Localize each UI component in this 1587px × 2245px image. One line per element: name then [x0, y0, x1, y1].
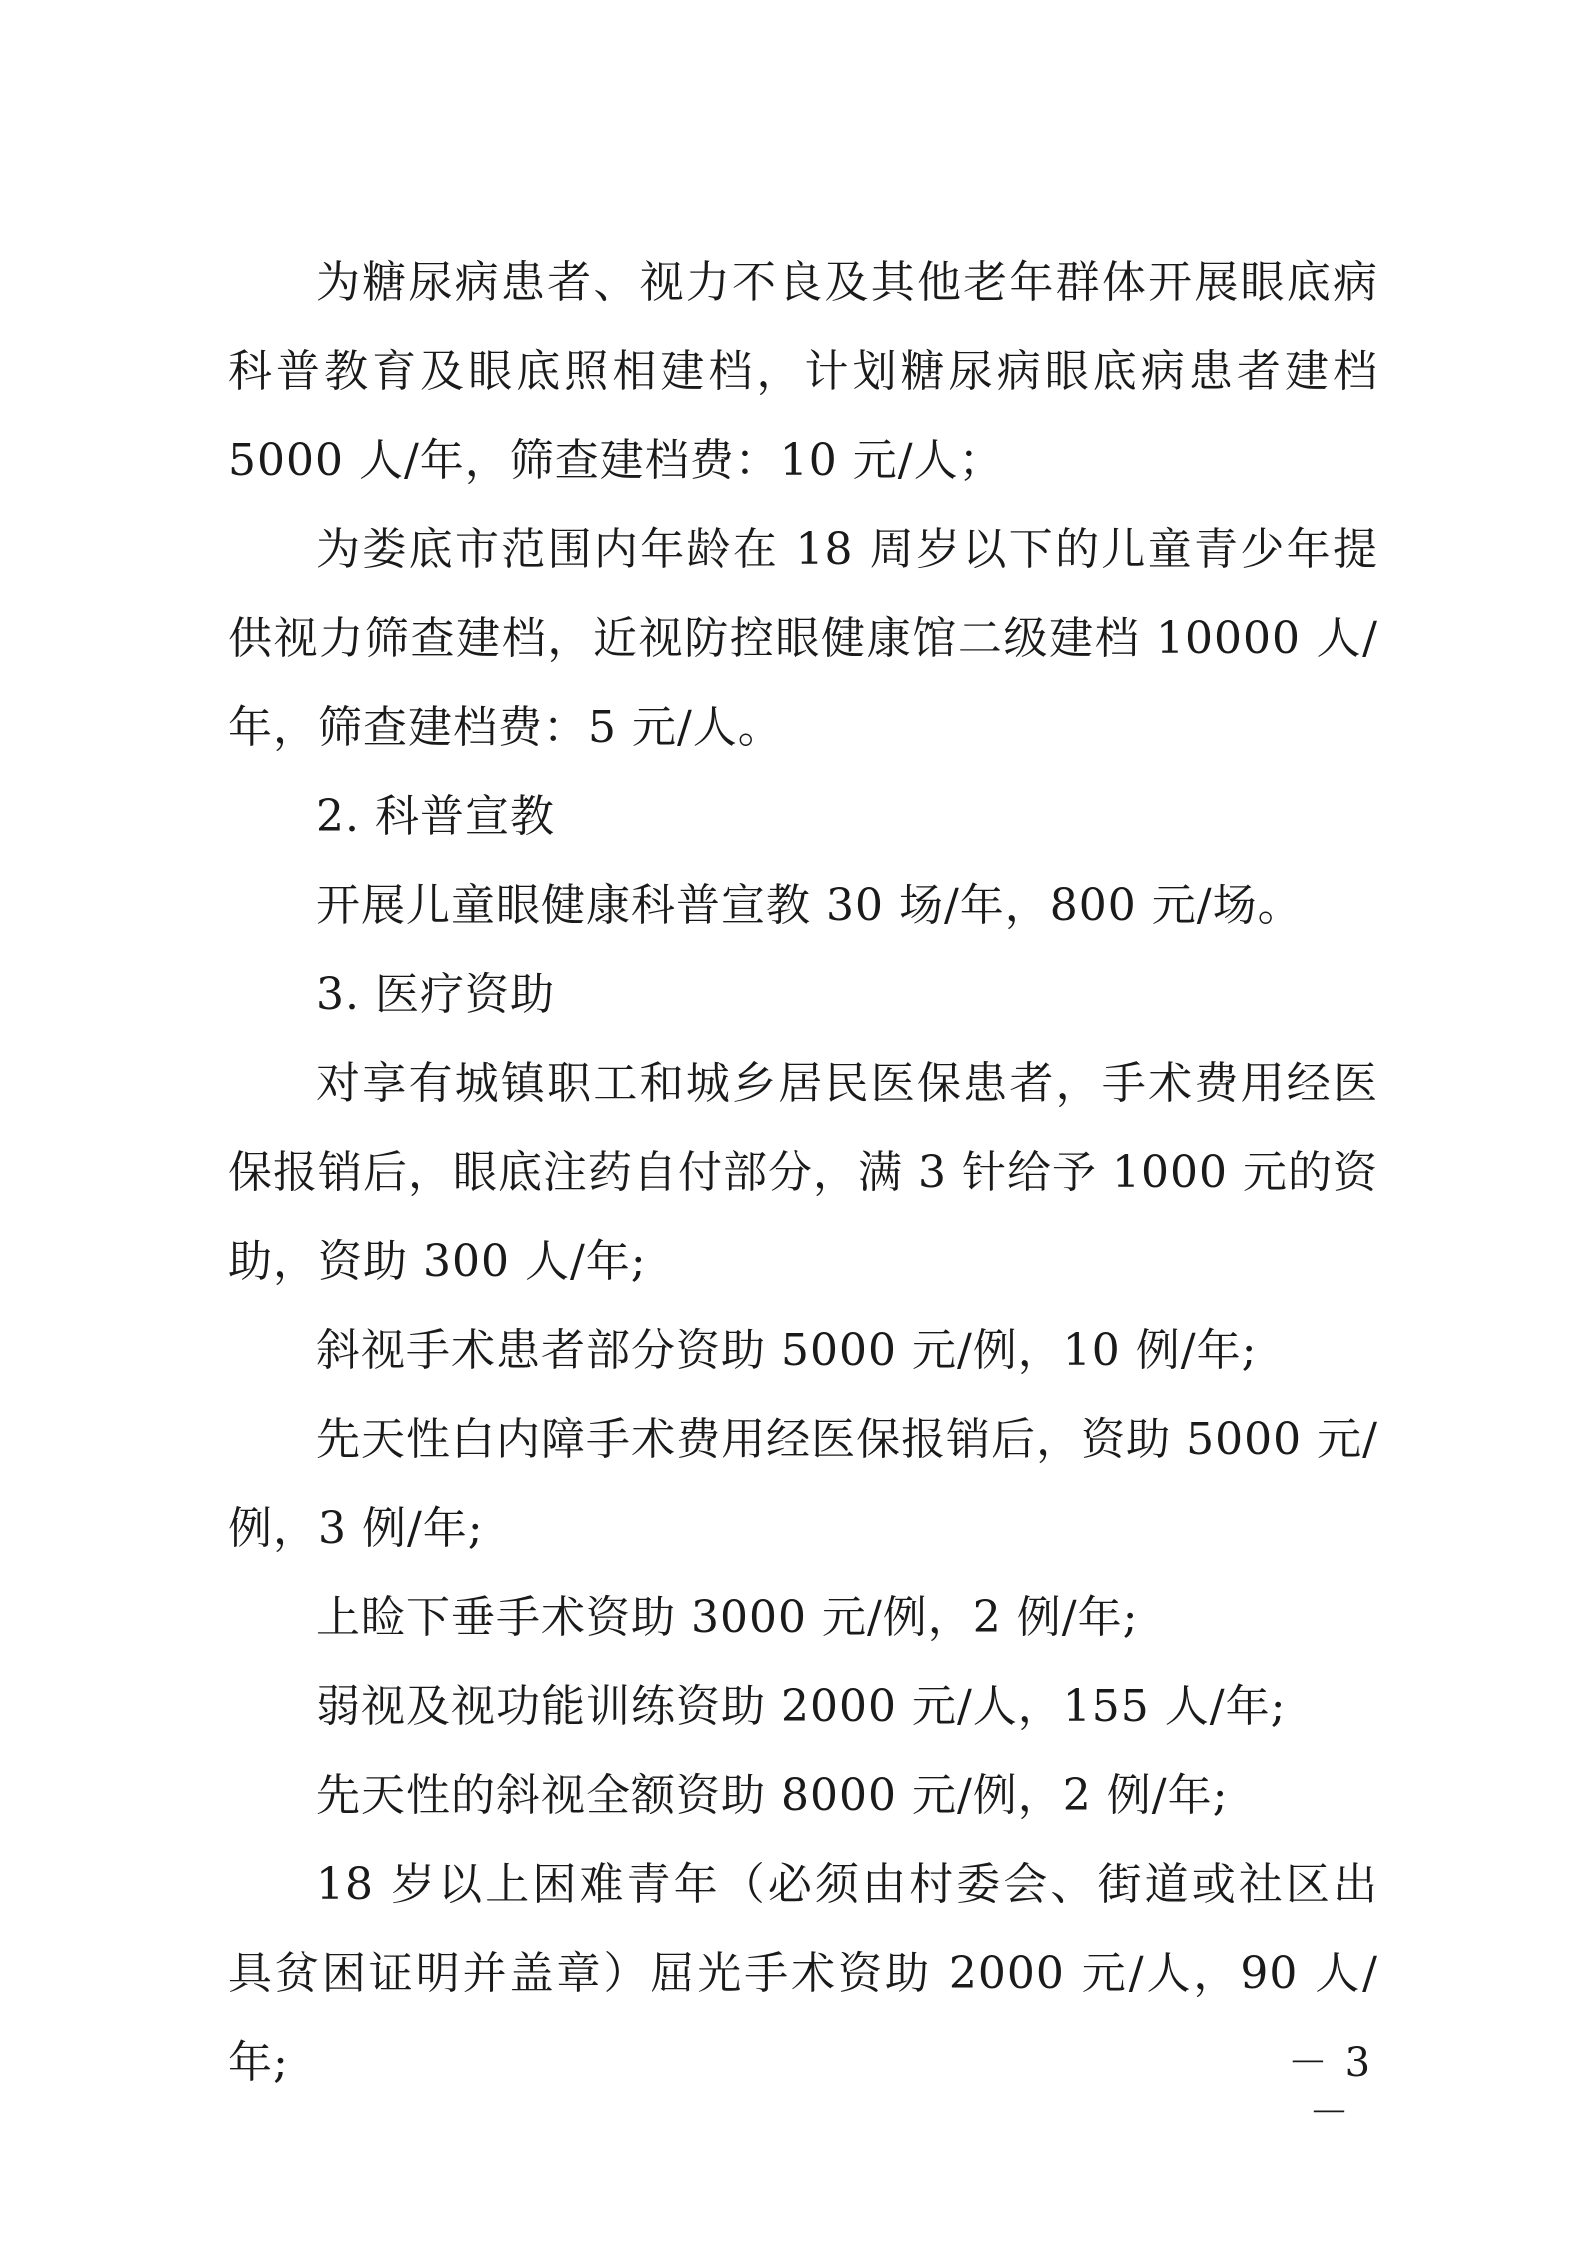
- paragraph-strabismus-aid: 斜视手术患者部分资助 5000 元/例，10 例/年;: [316, 1325, 1258, 1376]
- document-body: [228, 238, 1378, 2107]
- paragraph-refractive-surgery-aid: 18 岁以上困难青年（必须由村委会、街道或社区出具贫困证明并盖章）屈光手术资助 2000 元/人，90 人/年;: [228, 1859, 1378, 2088]
- paragraph-fundus-injection-aid: 对享有城镇职工和城乡居民医保患者，手术费用经医保报销后，眼底注药自付部分，满 3 针给予 1000 元的资助，资助 300 人/年;: [228, 1058, 1378, 1287]
- paragraph-cataract-aid: 先天性白内障手术费用经医保报销后，资助 5000 元/例，3 例/年;: [228, 1414, 1378, 1554]
- section-heading-medical-aid: 3. 医疗资助: [316, 969, 555, 1020]
- page-number: － 3 －: [1287, 2040, 1373, 2136]
- paragraph-ptosis-aid: 上睑下垂手术资助 3000 元/例，2 例/年;: [316, 1592, 1139, 1643]
- section-heading-science-education: 2. 科普宣教: [316, 791, 555, 842]
- paragraph-science-education: 开展儿童眼健康科普宣教 30 场/年，800 元/场。: [316, 880, 1303, 931]
- paragraph-congenital-strabismus-aid: 先天性的斜视全额资助 8000 元/例，2 例/年;: [316, 1770, 1229, 1821]
- paragraph-elderly-screening: 为糖尿病患者、视力不良及其他老年群体开展眼底病科普教育及眼底照相建档，计划糖尿病眼底病患者建档 5000 人/年，筛查建档费：10 元/人；: [228, 257, 1378, 486]
- paragraph-amblyopia-aid: 弱视及视功能训练资助 2000 元/人，155 人/年;: [316, 1681, 1287, 1732]
- paragraph-youth-screening: 为娄底市范围内年龄在 18 周岁以下的儿童青少年提供视力筛查建档，近视防控眼健康馆二级建档 10000 人/年，筛查建档费：5 元/人。: [228, 524, 1378, 753]
